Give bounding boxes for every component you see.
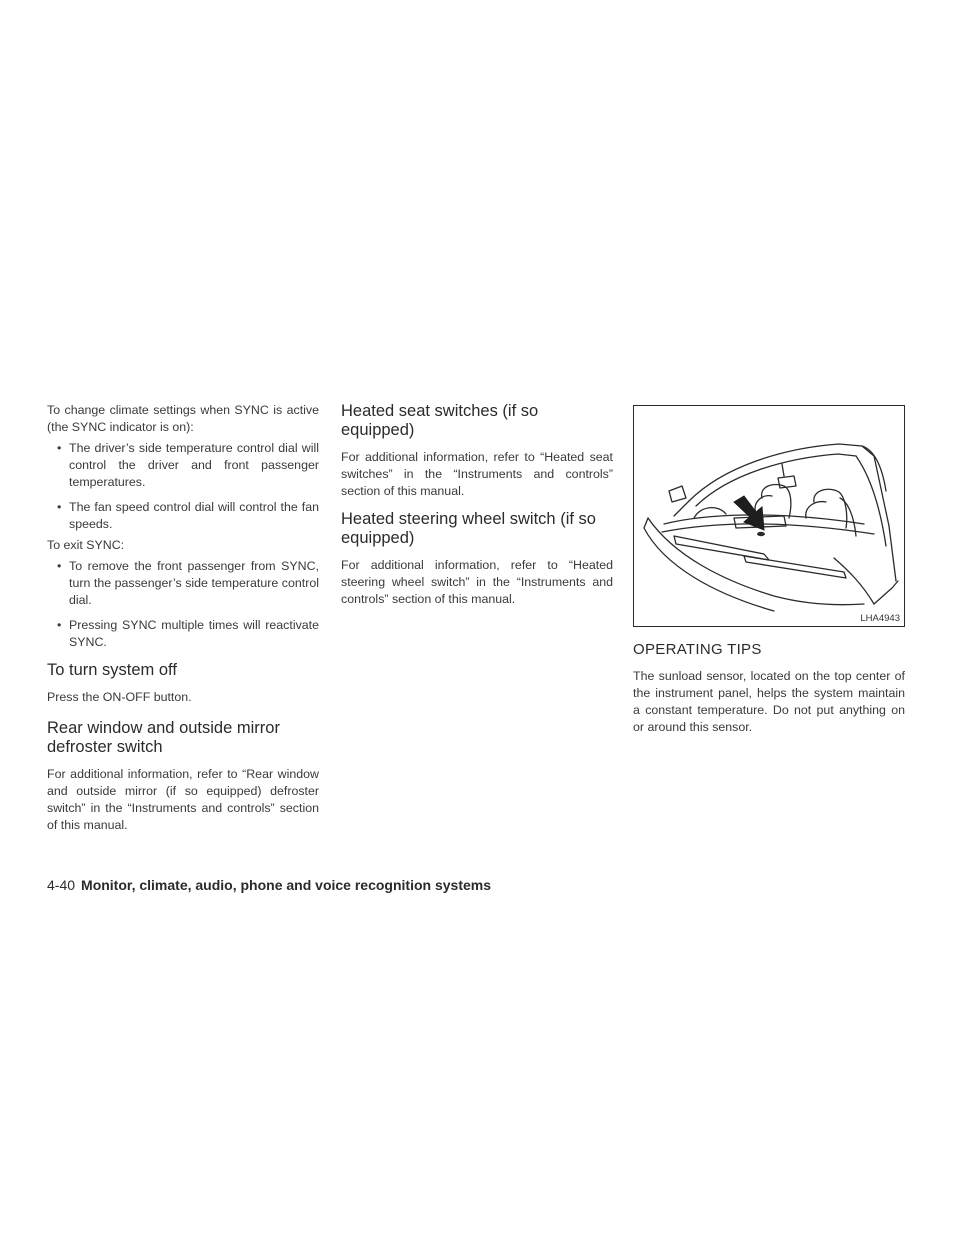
exit-sync-list — [47, 558, 319, 651]
list-item — [47, 617, 319, 651]
sync-active-list — [47, 440, 319, 533]
heading-turn-off: To turn system off — [47, 661, 177, 679]
operating-tips-text: The sunload sensor, located on the top center of the instrument panel, helps the system maintain a constant temperature. Do not put anything on or around this sensor. — [633, 669, 905, 734]
page-number: 4-40 — [47, 877, 76, 893]
list-item-text: Pressing SYNC multiple times will reactivate SYNC. — [69, 618, 319, 649]
list-item-text: The driver’s side temperature control dial will control the driver and front passenger temperatures. — [69, 441, 319, 489]
heading-heated-wheel: Heated steering wheel switch (if so equipped) — [341, 510, 596, 547]
heading-rear-defroster: Rear window and outside mirror defroster switch — [47, 719, 280, 756]
heated-seat-text: For additional information, refer to “Heated seat switches” in the “Instruments and controls” section of this manual. — [341, 450, 613, 498]
sunload-sensor-figure — [633, 405, 905, 627]
figure-code: LHA4943 — [860, 613, 900, 624]
car-dashboard-illustration — [634, 406, 904, 626]
exit-sync-label: To exit SYNC: — [47, 538, 125, 552]
column-left — [47, 402, 319, 834]
list-item — [47, 499, 319, 533]
bullet-icon: • — [57, 618, 62, 632]
heated-wheel-text: For additional information, refer to “Heated steering wheel switch” in the “Instruments and controls” section of this manual. — [341, 558, 613, 606]
bullet-icon: • — [57, 441, 62, 455]
turn-off-text: Press the ON-OFF button. — [47, 690, 192, 704]
list-item-text: The fan speed control dial will control the fan speeds. — [69, 500, 319, 531]
column-middle — [341, 402, 613, 608]
section-title: Monitor, climate, audio, phone and voice recognition systems — [81, 877, 491, 893]
sync-intro: To change climate settings when SYNC is active (the SYNC indicator is on): — [47, 403, 319, 434]
column-right — [633, 405, 905, 736]
list-item — [47, 558, 319, 609]
heading-operating-tips: OPERATING TIPS — [633, 641, 762, 658]
heading-heated-seat: Heated seat switches (if so equipped) — [341, 402, 539, 439]
bullet-icon: • — [57, 559, 62, 573]
list-item — [47, 440, 319, 491]
page-footer — [47, 877, 491, 893]
bullet-icon: • — [57, 500, 62, 514]
list-item-text: To remove the front passenger from SYNC, turn the passenger’s side temperature control dial. — [69, 559, 319, 607]
rear-defroster-text: For additional information, refer to “Rear window and outside mirror (if so equipped) defroster switch” in the “Instruments and controls” section of this manual. — [47, 767, 319, 832]
